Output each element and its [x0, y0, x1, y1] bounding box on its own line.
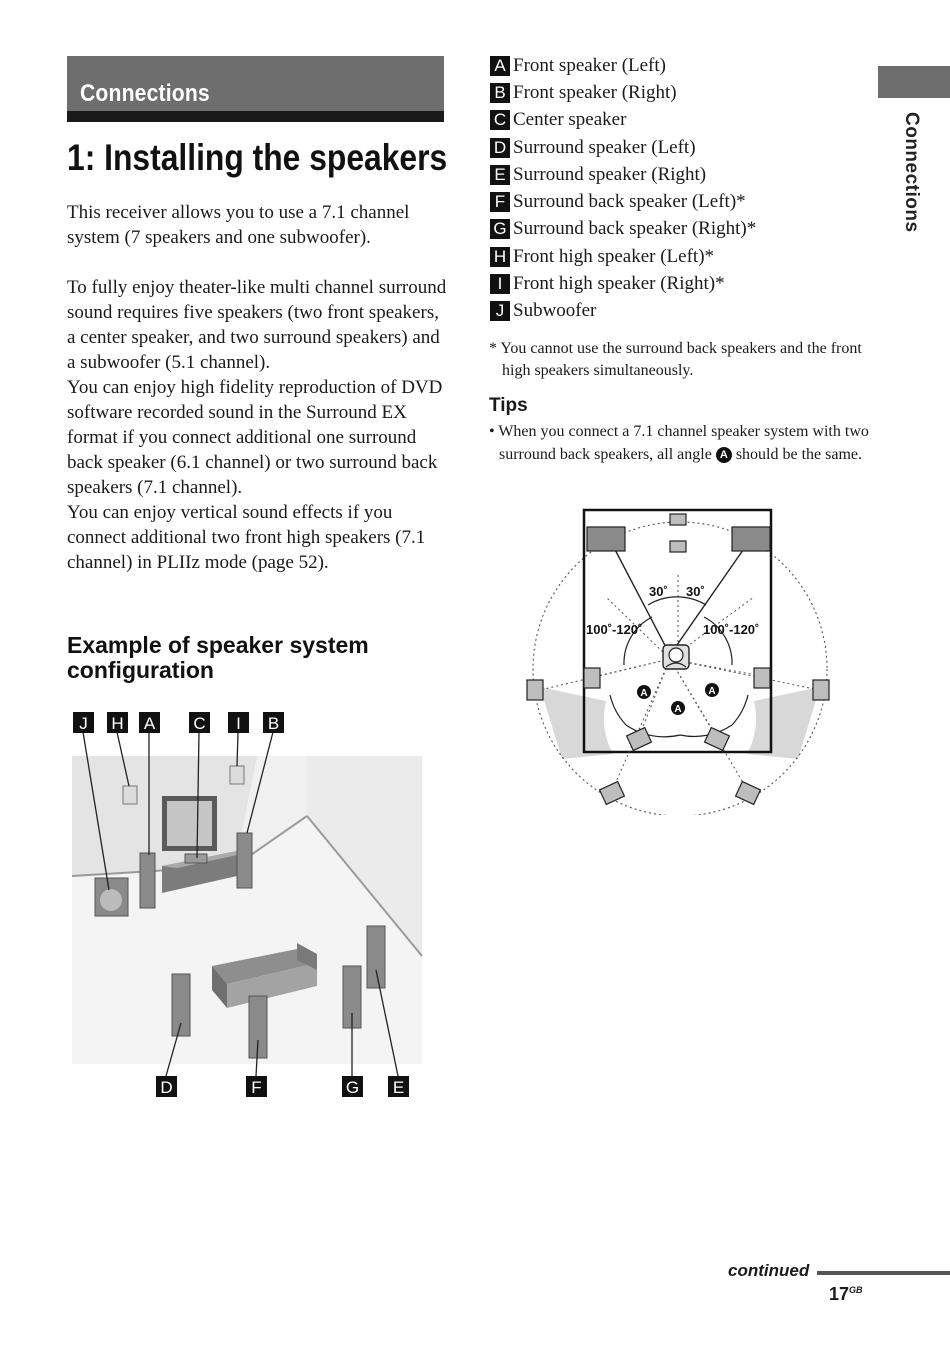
page-number-suffix: GB: [849, 1285, 863, 1295]
room-speaker-illustration: [67, 708, 437, 1108]
intro-paragraph: To fully enjoy theater-like multi channel surround sound requires five speakers (two front speakers, a center speaker, and two surround speakers) and a subwoofer (5.1 channel).: [67, 277, 447, 373]
diagram-front-left-speaker: [587, 527, 625, 551]
speaker-letter-badge: D: [490, 138, 510, 158]
diagram-back-right-speaker: [705, 728, 730, 751]
speaker-angle-diagram: [520, 505, 840, 815]
legend-row: [490, 79, 870, 106]
room-label-letter: F: [251, 1078, 262, 1097]
speaker-letter-badge: I: [490, 274, 510, 294]
tips-heading: Tips: [489, 395, 528, 416]
diagram-center-speaker: [670, 541, 686, 552]
section-banner-label: Connections: [80, 80, 210, 107]
intro-paragraph: You can enjoy vertical sound effects if you connect additional two front high speakers (7.1 channel) in PLIIz mode (page 52).: [67, 502, 426, 573]
speaker-name: Center speaker: [513, 109, 627, 131]
tips-text-part: • When you connect a 7.1 channel speaker system with two surround back speakers, all angle: [489, 423, 869, 463]
speaker-name: Surround back speaker (Right)*: [513, 218, 757, 240]
diagram-outer-back-left-speaker: [600, 782, 625, 805]
angle-marker-right: [705, 683, 719, 697]
speaker-legend: [490, 52, 870, 325]
surround-left-speaker: [172, 974, 190, 1036]
room-label-letter: E: [392, 1078, 405, 1097]
speaker-letter-badge: F: [490, 192, 510, 212]
diagram-front-right-speaker: [732, 527, 770, 551]
diagram-outer-left-speaker: [527, 680, 543, 700]
speaker-letter-badge: G: [490, 219, 510, 239]
tips-text: [489, 421, 884, 466]
listener-icon: [663, 645, 689, 669]
speaker-name: Front speaker (Right): [513, 81, 677, 103]
footnote: * You cannot use the surround back speakers and the front high speakers simultaneously.: [489, 340, 862, 379]
surround-angle-right-label: 100˚-120˚: [703, 622, 760, 637]
angle-marker-label: A: [640, 688, 648, 699]
front-right-speaker: [237, 833, 252, 888]
continued-bar: [817, 1271, 950, 1275]
room-label-letter: I: [236, 714, 241, 733]
room-label-letter: D: [160, 1078, 173, 1097]
angle-marker-label: A: [674, 704, 682, 715]
center-speaker: [185, 854, 207, 863]
speaker-letter-badge: A: [490, 56, 510, 76]
speaker-name: Surround speaker (Left): [513, 136, 696, 158]
speaker-name: Subwoofer: [513, 300, 597, 322]
room-label-letter: C: [193, 714, 206, 733]
legend-row: [490, 107, 870, 134]
page-number: [829, 1284, 863, 1305]
speaker-name: Front high speaker (Right)*: [513, 273, 725, 295]
speaker-letter-badge: E: [490, 165, 510, 185]
speaker-letter-badge: C: [490, 110, 510, 130]
front-high-right-speaker: [230, 766, 244, 784]
diagram-front-high-speaker: [670, 514, 686, 525]
tips-text-part: should be the same.: [731, 445, 863, 463]
intro-text: [67, 200, 452, 575]
page-title: 1: Installing the speakers: [67, 137, 448, 178]
room-label-letter: A: [143, 714, 156, 733]
surround-right-speaker: [367, 926, 385, 988]
surround-angle-left-label: 100˚-120˚: [586, 622, 643, 637]
legend-row: [490, 161, 870, 188]
intro-paragraph: This receiver allows you to use a 7.1 channel system (7 speakers and one subwoofer).: [67, 202, 410, 248]
legend-row: [490, 188, 870, 215]
legend-row: [490, 298, 870, 325]
angle-marker-left: [637, 685, 651, 699]
page-number-value: 17: [829, 1284, 850, 1304]
speaker-name: Front speaker (Left): [513, 54, 666, 76]
diagram-outer-back-right-speaker: [736, 782, 761, 805]
section-banner: [67, 56, 444, 122]
front-angle-left-label: 30˚: [649, 584, 668, 599]
diagram-surround-left-speaker: [584, 668, 600, 688]
diagram-surround-right-speaker: [754, 668, 770, 688]
room-label-letter: B: [267, 714, 280, 733]
diagram-outer-right-speaker: [813, 680, 829, 700]
speaker-name: Surround back speaker (Left)*: [513, 191, 746, 213]
legend-row: [490, 216, 870, 243]
room-label-letter: G: [345, 1078, 360, 1097]
speaker-letter-badge: H: [490, 247, 510, 267]
speaker-letter-badge: J: [490, 301, 510, 321]
angle-marker-bottom: [671, 701, 685, 715]
front-left-speaker: [140, 853, 155, 908]
legend-row: [490, 52, 870, 79]
diagram-back-left-speaker: [627, 728, 652, 751]
speaker-name: Front high speaker (Left)*: [513, 245, 715, 267]
speaker-letter-badge: B: [490, 83, 510, 103]
section-side-tab: [878, 66, 950, 98]
room-label-letter: H: [111, 714, 124, 733]
front-high-left-speaker: [123, 786, 137, 804]
continued-label: continued: [728, 1261, 810, 1280]
room-label-letter: J: [79, 714, 88, 733]
example-heading: Example of speaker system configuration: [67, 632, 369, 683]
angle-marker-label: A: [708, 686, 716, 697]
legend-row: [490, 243, 870, 270]
angle-marker-icon: A: [716, 447, 732, 463]
intro-paragraph: You can enjoy high fidelity reproduction of DVD software recorded sound in the Surround EX format if you connect additional one surround back speaker (6.1 channel) or two surround back speakers (7.1 channel).: [67, 377, 443, 498]
section-side-label: Connections: [901, 112, 922, 233]
speaker-name: Surround speaker (Right): [513, 163, 707, 185]
legend-row: [490, 134, 870, 161]
legend-row: [490, 270, 870, 297]
front-angle-right-label: 30˚: [686, 584, 705, 599]
